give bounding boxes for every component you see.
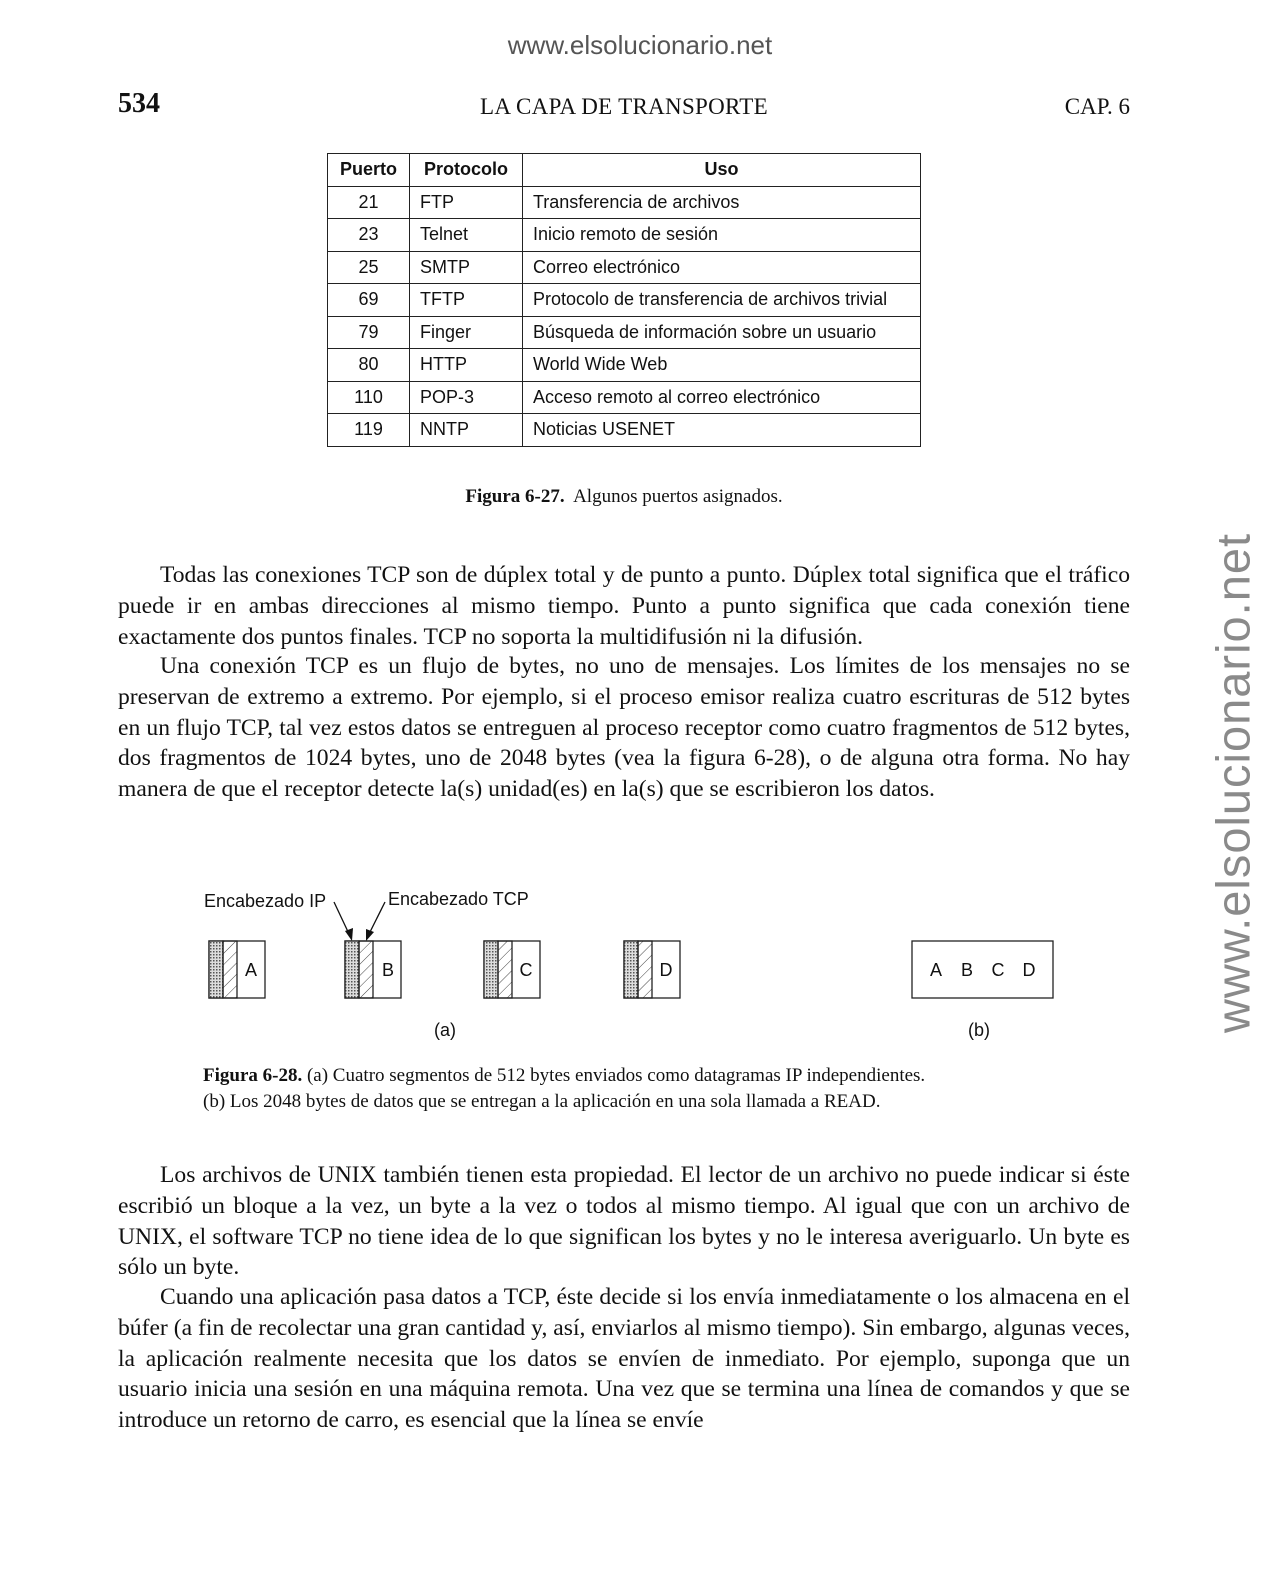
port-cell: 79 [328, 316, 410, 349]
ip-header-block [209, 941, 223, 998]
paragraph-buffering: Cuando una aplicación pasa datos a TCP, éste decide si los envía inmediatamente o los almacena en el búfer (a fin de recolectar una gran cantidad y, así, enviarlos al mismo tiempo). Sin embargo, algunas veces, la aplicación realmente necesita que los datos se envíen de inmediato. Por ejemplo, suponga que un usuario inicia una sesión en una máquina remota. Una vez que se termina una línea de comandos y que se introduce un retorno de carro, es esencial que la línea se envíe [118, 1284, 1130, 1434]
column-header-protocol: Protocolo [409, 154, 522, 187]
caption-line-1: (a) Cuatro segmentos de 512 bytes enviados como datagramas IP independientes. [306, 1065, 926, 1086]
tcp-header-block [638, 941, 652, 998]
protocol-cell: NNTP [409, 414, 522, 447]
page-number: 534 [118, 88, 160, 119]
use-cell: Búsqueda de información sobre un usuario [522, 316, 920, 349]
column-header-use: Uso [522, 154, 920, 187]
protocol-cell: POP-3 [409, 381, 522, 414]
segment-label: D [659, 960, 673, 980]
segment-d [624, 941, 680, 998]
ip-header-block [484, 941, 498, 998]
port-cell: 110 [328, 381, 410, 414]
caption-line-2: (b) Los 2048 bytes de datos que se entregan a la aplicación en una sola llamada a READ. [203, 1091, 881, 1112]
paragraph-unix-files: Los archivos de UNIX también tienen esta propiedad. El lector de un archivo no puede indicar si éste escribió un bloque a la vez, un byte a la vez o todos al mismo tiempo. Al igual que con un archivo de UNIX, el software TCP no tiene idea de lo que significan los bytes y no le interesa averiguarlo. Un byte es sólo un byte. [118, 1162, 1130, 1281]
use-cell: Transferencia de archivos [522, 186, 920, 219]
paragraph-duplex: Todas las conexiones TCP son de dúplex total y de punto a punto. Dúplex total significa que el tráfico puede ir en ambas direcciones al mismo tiempo. Punto a punto significa que cada conexión tiene exactamente dos puntos finales. TCP no soporta la multidifusión ni la difusión. [118, 562, 1130, 650]
tcp-header-arrowhead [366, 929, 374, 941]
caption-line [203, 1063, 925, 1089]
chapter-title: LA CAPA DE TRANSPORTE [479, 94, 769, 119]
ip-header-block [345, 941, 359, 998]
port-cell: 119 [328, 414, 410, 447]
figure-6-28-label: Figura 6-28. [203, 1065, 303, 1086]
ip-header-arrowhead [345, 928, 353, 941]
segment-label: C [519, 960, 533, 980]
segment-b [345, 941, 401, 998]
buffer-label: C [991, 960, 1005, 980]
paragraph-byte-stream: Una conexión TCP es un flujo de bytes, no uno de mensajes. Los límites de los mensajes no se preservan de extremo a extremo. Por ejemplo, si el proceso emisor realiza cuatro escrituras de 512 bytes en un flujo TCP, tal vez estos datos se entreguen al proceso receptor como cuatro fragmentos de 512 bytes, dos fragmentos de 1024 bytes, uno de 2048 bytes (vea la figura 6-28), o de alguna otra forma. No hay manera de que el receptor detecte la(s) unidad(es) en la(s) que se escribieron los datos. [118, 653, 1130, 803]
segment-label: B [381, 960, 395, 980]
tcp-header-label: Encabezado TCP [388, 889, 529, 909]
protocol-cell: HTTP [409, 349, 522, 382]
buffer-label: B [960, 960, 974, 980]
subfigure-a-label: (a) [434, 1020, 456, 1040]
segment-c [484, 941, 540, 998]
protocol-cell: Telnet [409, 219, 522, 252]
protocol-cell: Finger [409, 316, 522, 349]
port-cell: 80 [328, 349, 410, 382]
segment-label: A [244, 960, 258, 980]
port-cell: 25 [328, 251, 410, 284]
use-cell: Correo electrónico [522, 251, 920, 284]
use-cell: Inicio remoto de sesión [522, 219, 920, 252]
figure-6-27-label: Figura 6-27. [465, 486, 565, 507]
figure-6-28-caption [203, 1063, 925, 1115]
ip-header-block [624, 941, 638, 998]
protocol-cell: SMTP [409, 251, 522, 284]
chapter-number: CAP. 6 [1064, 94, 1130, 119]
protocol-cell: TFTP [409, 284, 522, 317]
port-cell: 21 [328, 186, 410, 219]
column-header-port: Puerto [328, 154, 410, 187]
buffer-label: A [929, 960, 943, 980]
use-cell: Noticias USENET [522, 414, 920, 447]
tcp-header-block [359, 941, 373, 998]
port-cell: 23 [328, 219, 410, 252]
use-cell: Protocolo de transferencia de archivos trivial [522, 284, 920, 317]
tcp-header-block [498, 941, 512, 998]
ip-header-label: Encabezado IP [204, 891, 327, 911]
segment-a [209, 941, 265, 998]
watermark-top: www.elsolucionario.net [507, 30, 773, 60]
use-cell: Acceso remoto al correo electrónico [522, 381, 920, 414]
buffer-label: D [1022, 960, 1036, 980]
subfigure-b-label: (b) [968, 1020, 990, 1040]
port-cell: 69 [328, 284, 410, 317]
combined-buffer [912, 941, 1053, 998]
use-cell: World Wide Web [522, 349, 920, 382]
watermark-side: www.elsolucionario.net [1206, 532, 1260, 1034]
figure-6-27-text: Algunos puertos asignados. [573, 486, 783, 507]
tcp-header-block [223, 941, 237, 998]
protocol-cell: FTP [409, 186, 522, 219]
